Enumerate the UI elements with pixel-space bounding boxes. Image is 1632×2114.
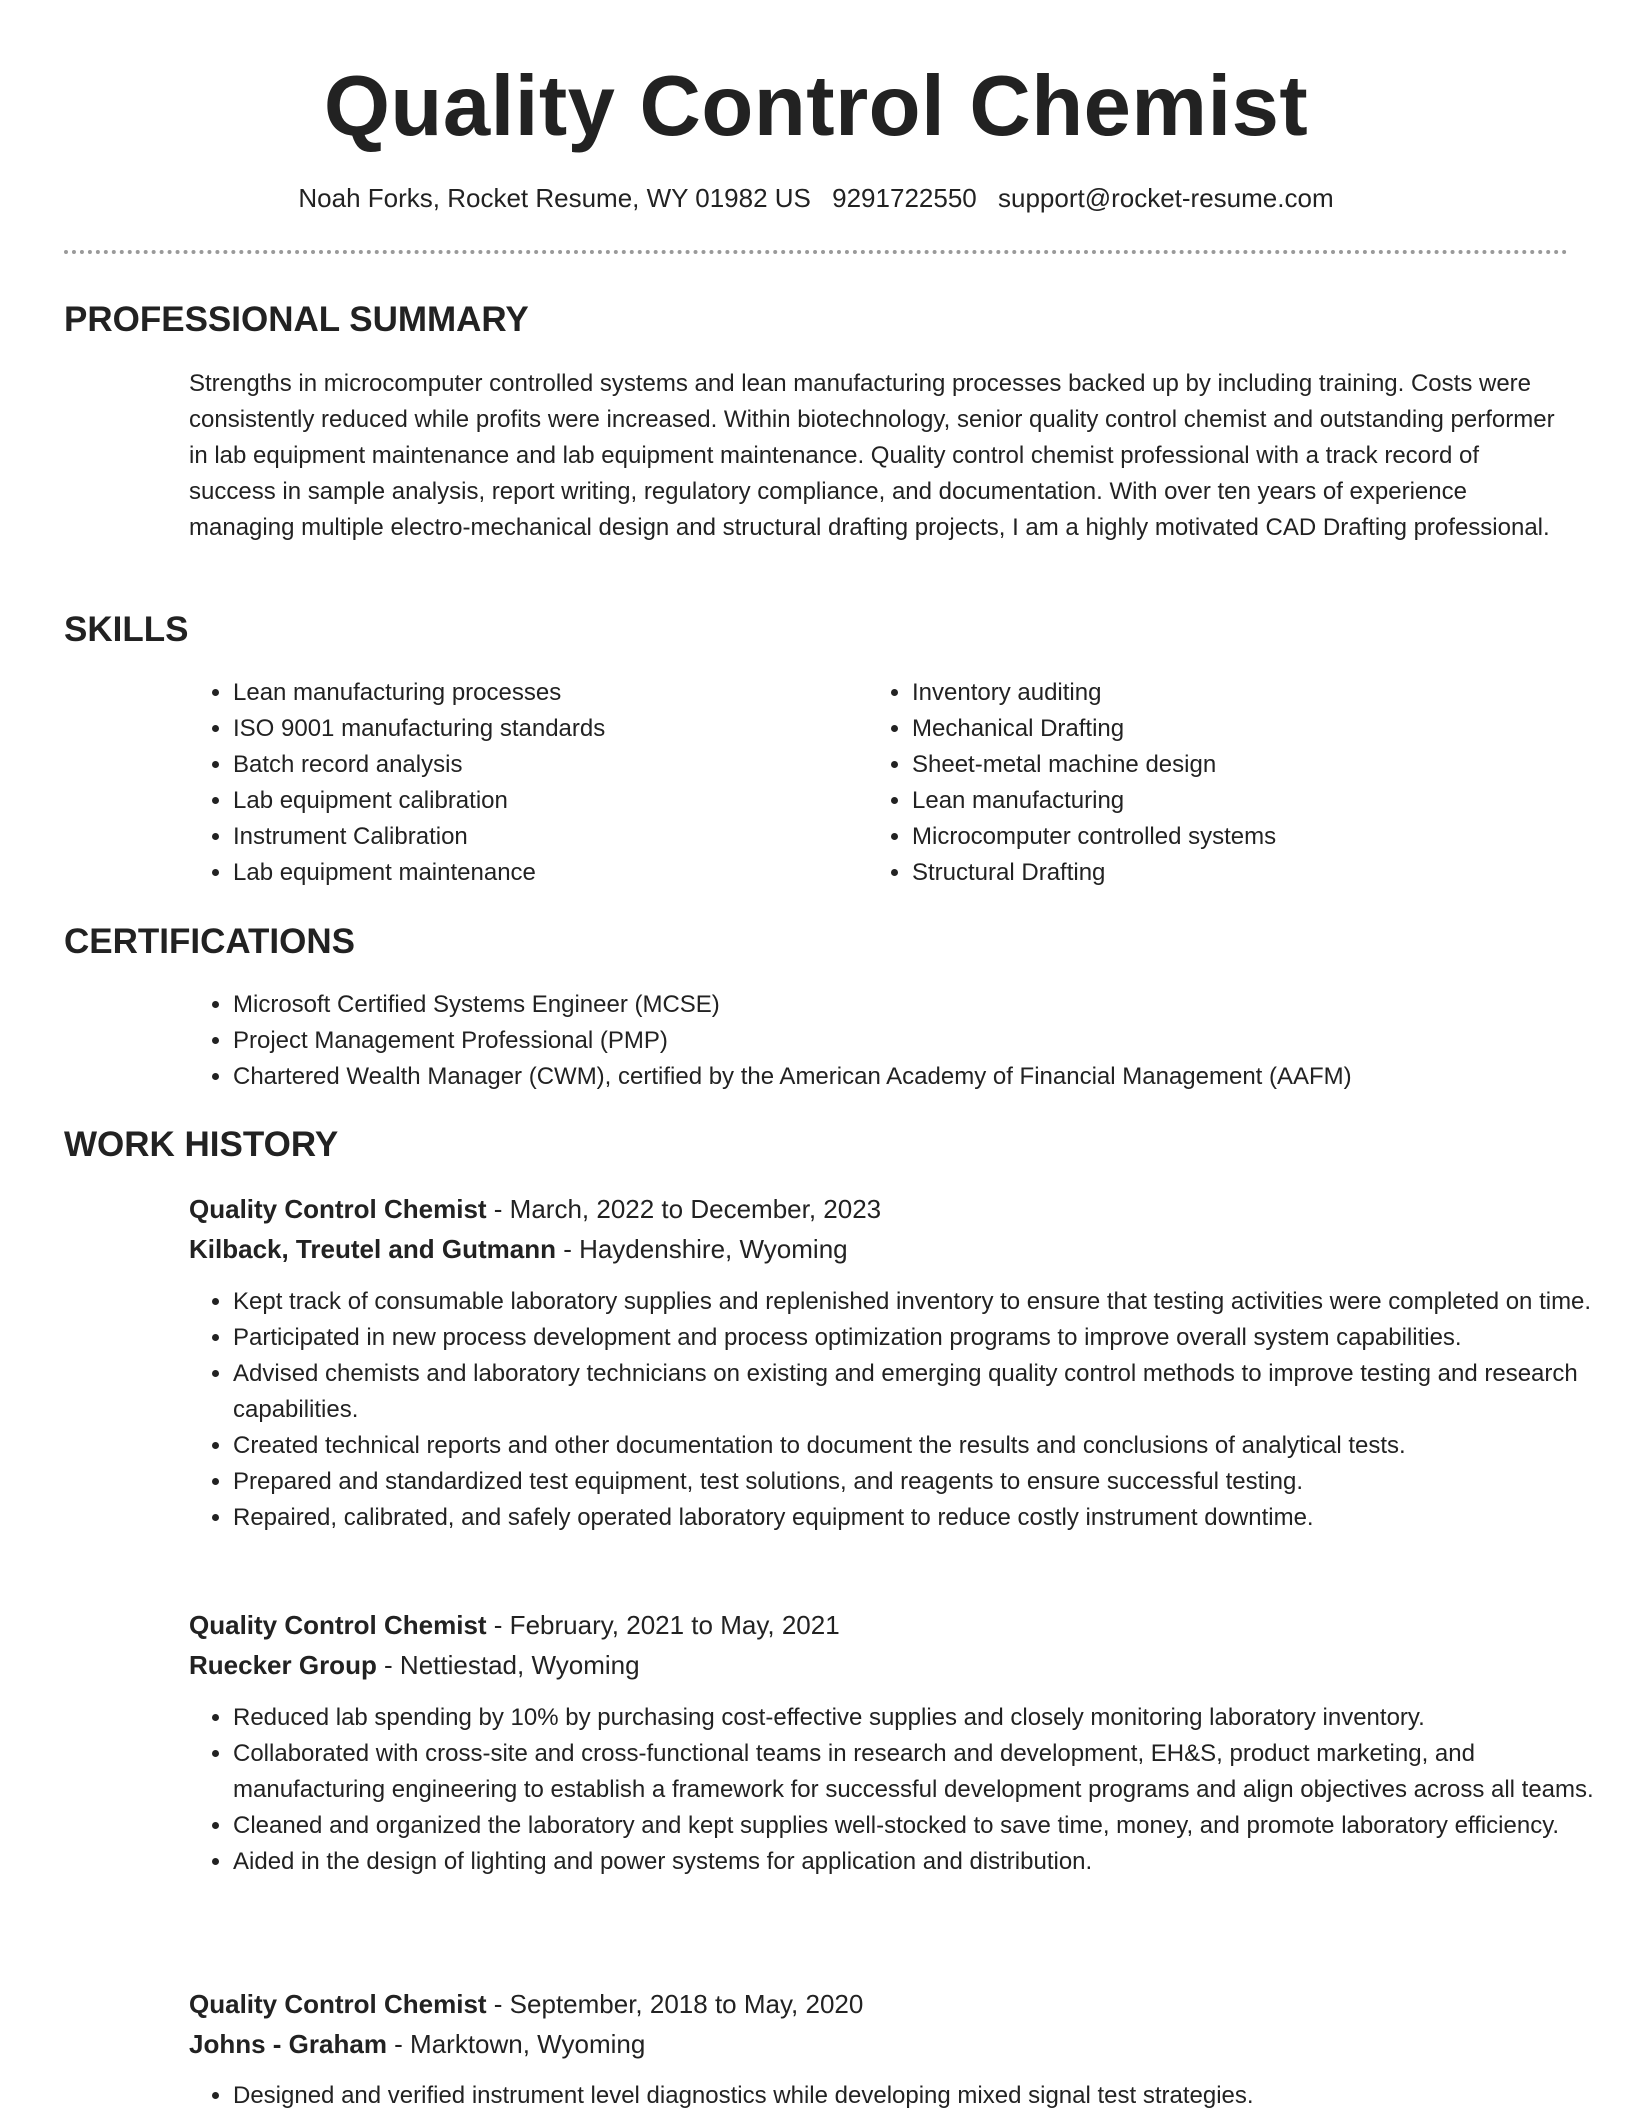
job-company-line [189,2024,645,2064]
contact-email: support@rocket-resume.com [997,183,1334,213]
job-location: - Marktown, Wyoming [386,2029,646,2059]
job-title: Quality Control Chemist [189,1989,487,2019]
list-item: • Lean manufacturing processes [233,675,853,711]
list-item: • Project Management Professional (PMP) [233,1023,1613,1059]
job-bullets [189,1700,1613,1880]
section-heading-work-history: WORK HISTORY [64,1125,339,1164]
contact-address: Noah Forks, Rocket Resume, WY 01982 US [298,183,811,213]
list-item: • Kept track of consumable laboratory supplies and replenished inventory to ensure that testing activities were completed on time. [233,1284,1613,1320]
list-item: • Prepared and standardized test equipment, test solutions, and reagents to ensure successful testing. [233,1464,1613,1500]
list-item: • Reduced lab spending by 10% by purchasing cost-effective supplies and closely monitoring laboratory inventory. [233,1700,1613,1736]
skills-list-left [189,675,853,891]
list-item: • Mechanical Drafting [912,711,1532,747]
list-item: • Inventory auditing [912,675,1532,711]
job-company-line [189,1645,640,1685]
list-item: • Designed and verified instrument level diagnostics while developing mixed signal test strategies. [233,2078,1613,2114]
list-item: • Instrument Calibration [233,819,853,855]
job-location: - Haydenshire, Wyoming [555,1234,848,1264]
job-dates: - September, 2018 to May, 2020 [486,1989,864,2019]
job-dates: - March, 2022 to December, 2023 [486,1194,882,1224]
job-company-line [189,1229,848,1269]
skills-list-right [868,675,1532,891]
job-dates: - February, 2021 to May, 2021 [486,1610,840,1640]
job-bullets [189,1284,1613,1536]
list-item: • Lean manufacturing [912,783,1532,819]
list-item: • Lab equipment calibration [233,783,853,819]
list-item: • Collaborated with cross-site and cross-functional teams in research and development, EH&S, product marketing, and manufacturing engineering to establish a framework for successful development programs and align objectives across all teams. [233,1736,1613,1808]
job-title-line [189,1984,863,2024]
job-title-line [189,1189,881,1229]
job-company: Johns - Graham [189,2029,387,2059]
list-item: • Lab equipment maintenance [233,855,853,891]
section-heading-certifications: CERTIFICATIONS [64,922,356,961]
list-item: • Batch record analysis [233,747,853,783]
list-item: • Repaired, calibrated, and safely operated laboratory equipment to reduce costly instrument downtime. [233,1500,1613,1536]
list-item: • Microsoft Certified Systems Engineer (MCSE) [233,987,1613,1023]
list-item: • Aided in the design of lighting and power systems for application and distribution. [233,1844,1613,1880]
job-title-line [189,1605,840,1645]
list-item: • Microcomputer controlled systems [912,819,1532,855]
job-title: Quality Control Chemist [189,1194,487,1224]
summary-text: Strengths in microcomputer controlled systems and lean manufacturing processes backed up by including training. Costs were consistently reduced while profits were increased. Within biotechnology, senior quality control chemist and outstanding performer in lab equipment maintenance and lab equipment maintenance. Quality control chemist professional with a track record of success in sample analysis, report writing, regulatory compliance, and documentation. With over ten years of experience managing multiple electro-mechanical design and structural drafting projects, I am a highly motivated CAD Drafting professional. [189,370,1555,541]
list-item: • Structural Drafting [912,855,1532,891]
header-divider [64,250,1568,254]
list-item: • Created technical reports and other documentation to document the results and conclusions of analytical tests. [233,1428,1613,1464]
list-item: • ISO 9001 manufacturing standards [233,711,853,747]
certifications-list [189,987,1613,1095]
job-title: Quality Control Chemist [189,1610,487,1640]
list-item: • Participated in new process development and process optimization programs to improve overall system capabilities. [233,1320,1613,1356]
job-location: - Nettiestad, Wyoming [376,1650,640,1680]
job-bullets [189,2078,1613,2114]
contact-phone: 9291722550 [832,183,977,213]
section-heading-skills: SKILLS [64,610,189,649]
resume-title: Quality Control Chemist [323,59,1309,154]
section-heading-summary: PROFESSIONAL SUMMARY [64,300,529,339]
list-item: • Sheet-metal machine design [912,747,1532,783]
list-item: • Chartered Wealth Manager (CWM), certified by the American Academy of Financial Management (AAFM) [233,1059,1613,1095]
contact-line [0,180,1632,216]
list-item: • Advised chemists and laboratory technicians on existing and emerging quality control methods to improve testing and research capabilities. [233,1356,1613,1428]
list-item: • Cleaned and organized the laboratory and kept supplies well-stocked to save time, money, and promote laboratory efficiency. [233,1808,1613,1844]
job-company: Kilback, Treutel and Gutmann [189,1234,556,1264]
job-company: Ruecker Group [189,1650,377,1680]
